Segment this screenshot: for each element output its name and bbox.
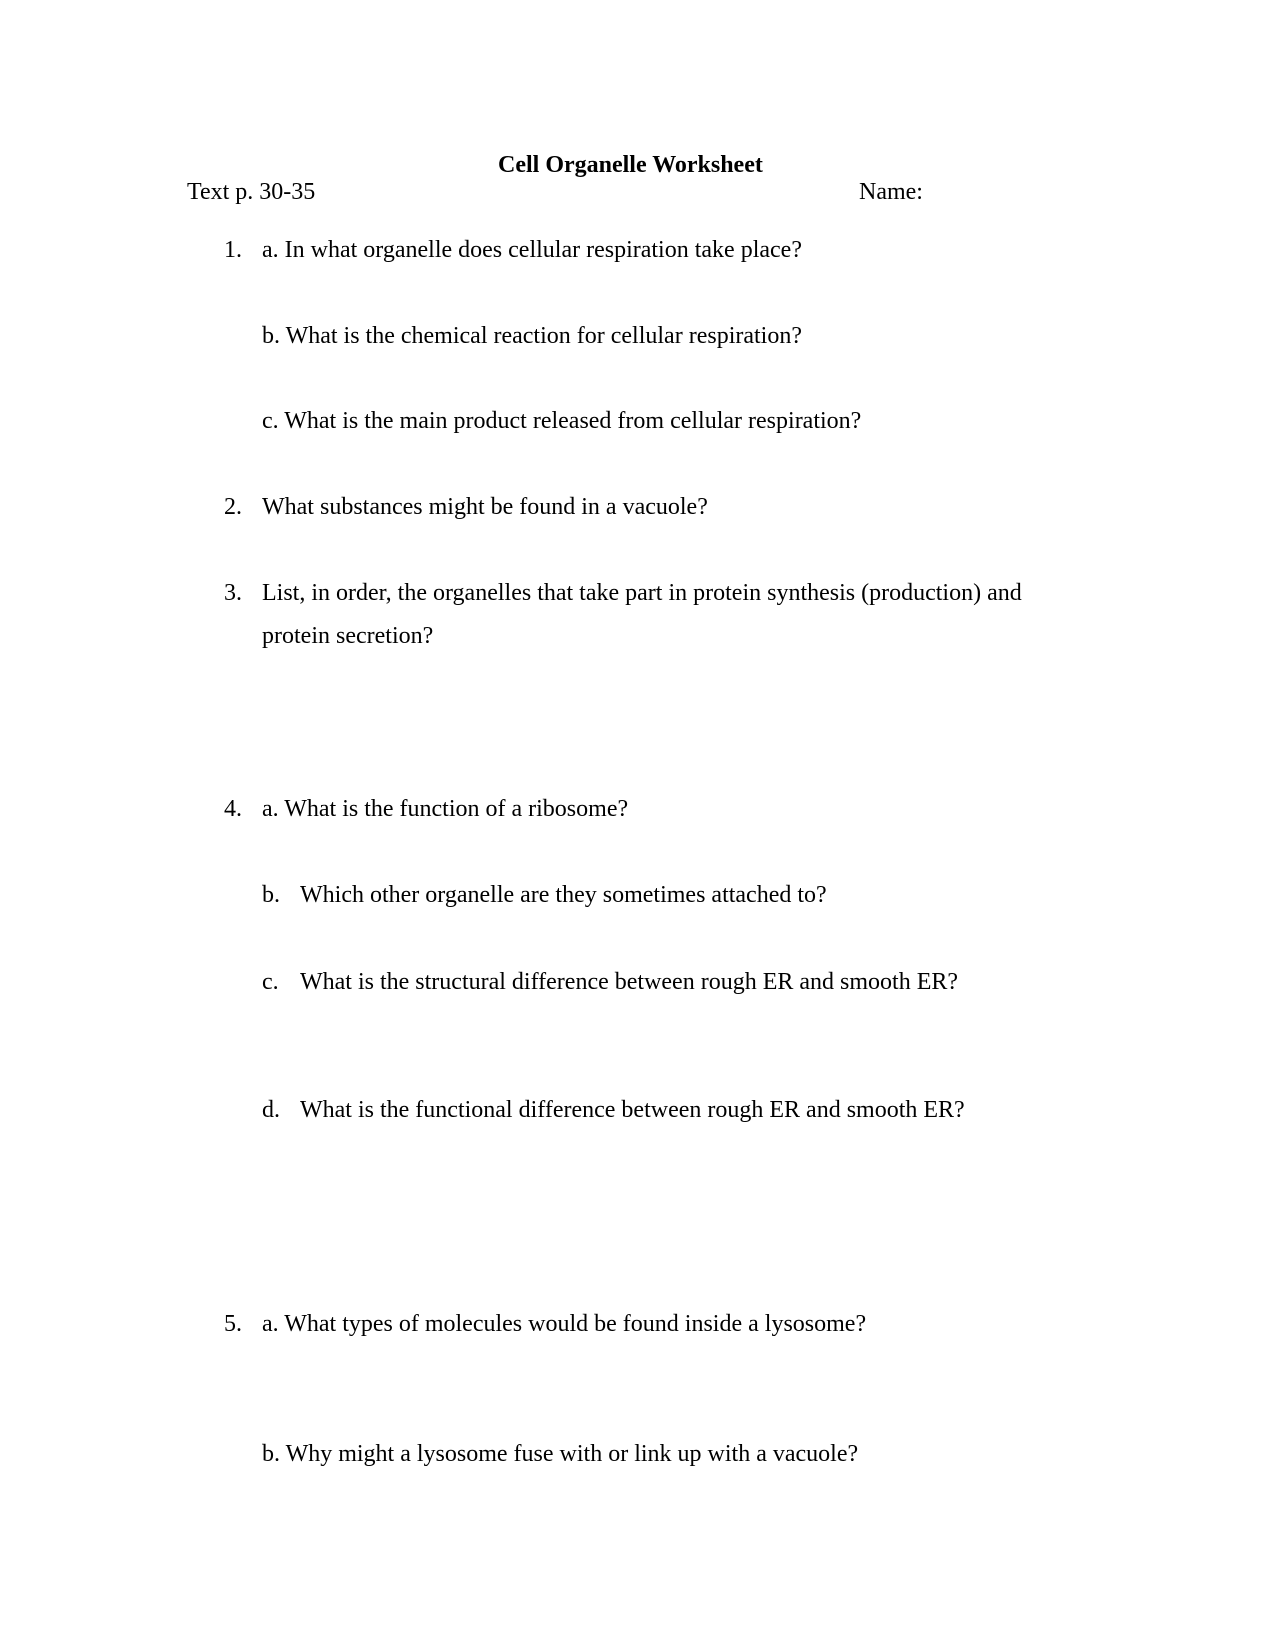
question-3-text-line2: protein secretion? xyxy=(262,623,434,649)
question-3-text-line1: List, in order, the organelles that take part in protein synthesis (production) and xyxy=(262,580,1022,606)
question-5a-text: a. What types of molecules would be found inside a lysosome? xyxy=(262,1311,867,1337)
question-2-text: What substances might be found in a vacuole? xyxy=(262,494,708,520)
question-4a-text: a. What is the function of a ribosome? xyxy=(262,796,629,822)
question-1-number: 1. xyxy=(224,237,242,263)
question-1c-text: c. What is the main product released from cellular respiration? xyxy=(262,408,862,434)
question-4d-letter: d. xyxy=(262,1097,280,1123)
question-5b-text: b. Why might a lysosome fuse with or link up with a vacuole? xyxy=(262,1441,859,1467)
question-4b-letter: b. xyxy=(262,882,280,908)
page-title: Cell Organelle Worksheet xyxy=(498,152,763,178)
question-1a-text: a. In what organelle does cellular respiration take place? xyxy=(262,237,802,263)
question-1b-text: b. What is the chemical reaction for cellular respiration? xyxy=(262,323,802,349)
question-3-number: 3. xyxy=(224,580,242,606)
question-4c-letter: c. xyxy=(262,969,279,995)
question-5-number: 5. xyxy=(224,1311,242,1337)
question-4-number: 4. xyxy=(224,796,242,822)
text-reference: Text p. 30-35 xyxy=(187,179,316,205)
name-label: Name: xyxy=(859,179,923,205)
question-4b-text: Which other organelle are they sometimes attached to? xyxy=(300,882,827,908)
question-2-number: 2. xyxy=(224,494,242,520)
question-4d-text: What is the functional difference between rough ER and smooth ER? xyxy=(300,1097,965,1123)
question-4c-text: What is the structural difference between rough ER and smooth ER? xyxy=(300,969,959,995)
